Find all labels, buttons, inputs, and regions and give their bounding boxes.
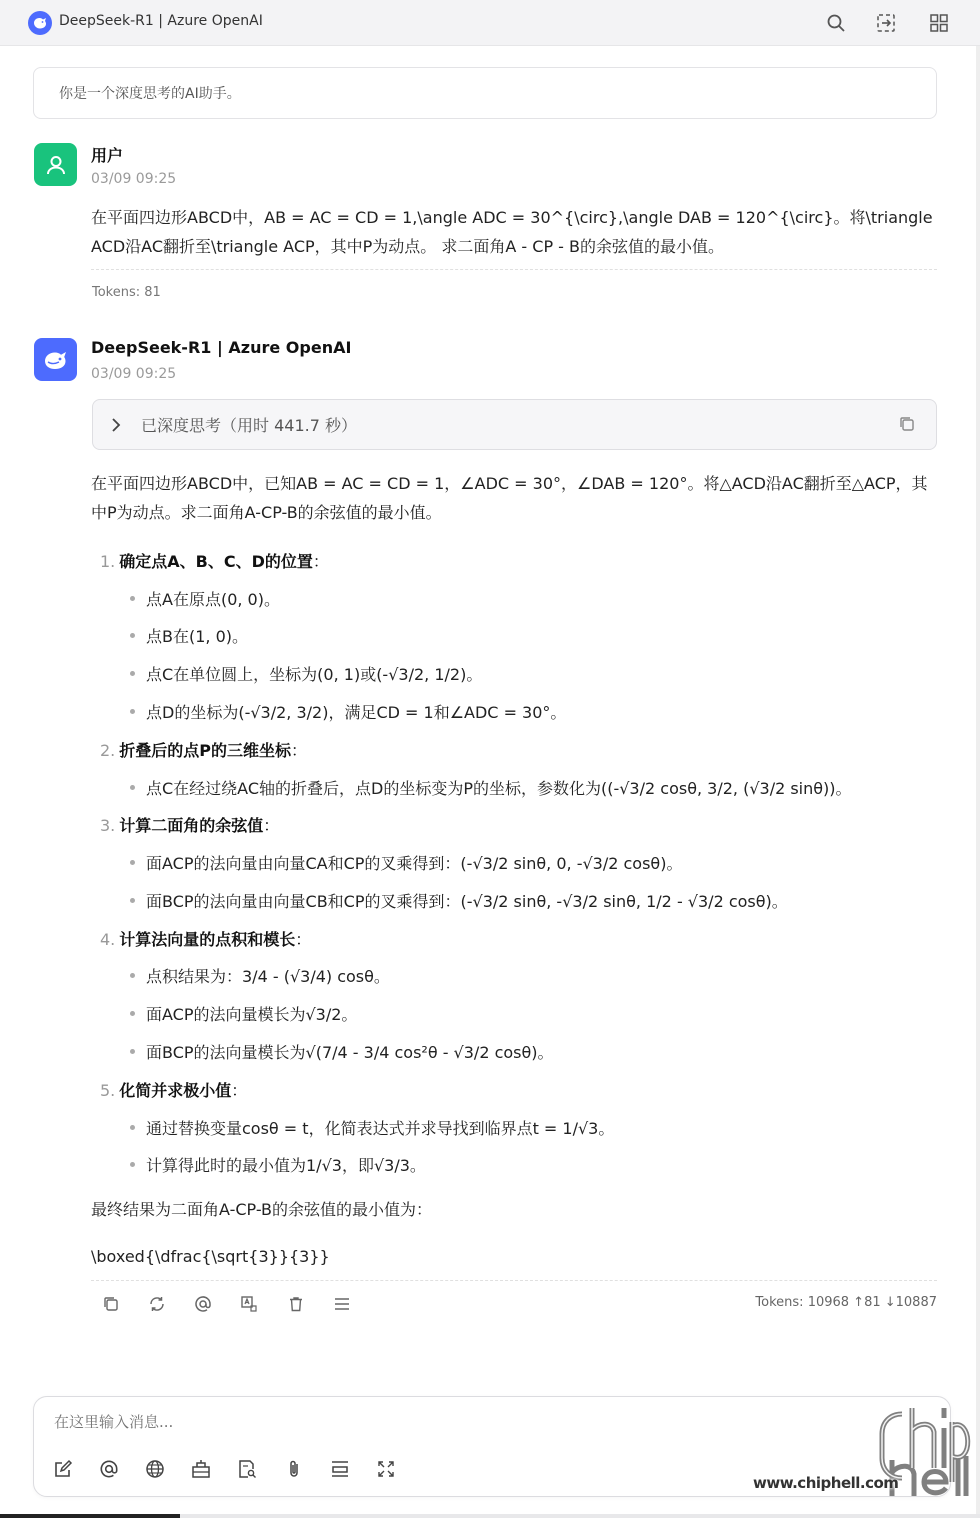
scrollbar[interactable]	[976, 46, 980, 1518]
topic-list-icon[interactable]	[873, 10, 899, 36]
list-item-text: 面ACP的法向量模长为√3/2。	[146, 1005, 358, 1024]
step-title: 化简并求极小值	[119, 1081, 232, 1100]
watermark-site-text: www.chiphell.com	[753, 1474, 899, 1492]
list-item-text: 面BCP的法向量由向量CB和CP的叉乘得到：(-√3/2 sinθ, -√3/2 sinθ, 1/2 - √3/2 cosθ)。	[146, 892, 788, 911]
step-item: 2. 折叠后的点P的三维坐标：	[100, 741, 308, 760]
window-bottom-edge	[0, 1514, 980, 1518]
list-item-text: 点C在经过绕AC轴的折叠后，点D的坐标变为P的坐标，参数化为((-√3/2 cosθ, 3/2, (√3/2 sinθ))。	[146, 779, 852, 798]
step-number: 2.	[100, 741, 116, 760]
step-item: 1. 确定点A、B、C、D的位置：	[100, 552, 329, 571]
attachment-icon[interactable]	[283, 1458, 305, 1480]
ai-sender-name: DeepSeek-R1 | Azure OpenAI	[91, 338, 352, 357]
list-item	[130, 776, 852, 799]
list-item-text: 通过替换变量cosθ = t，化简表达式并求导找到临界点t = 1/√3。	[146, 1119, 615, 1138]
file-search-icon[interactable]	[236, 1458, 258, 1480]
list-item-text: 点B在(1, 0)。	[146, 627, 248, 646]
list-item-text: 点积结果为：3/4 - (√3/4) cosθ。	[146, 967, 390, 986]
search-icon[interactable]	[823, 10, 849, 36]
step-number: 4.	[100, 930, 116, 949]
user-sender-name: 用户	[91, 146, 124, 165]
user-message-text: 在平面四边形ABCD中，AB = AC = CD = 1,\angle ADC = 30^{\circ},\angle DAB = 120^{\circ}。将\triangle ACD沿AC翻折至\triangle ACP，其中P为动点。 求二面角A - CP - B的余弦值的最小值。	[91, 208, 933, 256]
list-item	[130, 1002, 357, 1025]
divider	[91, 269, 937, 270]
deepseek-avatar-icon	[34, 338, 77, 381]
ai-message-time: 03/09 09:25	[91, 366, 177, 382]
grid-apps-icon[interactable]	[926, 10, 952, 36]
new-topic-icon[interactable]	[52, 1458, 74, 1480]
user-token-count: Tokens: 81	[92, 285, 161, 300]
translate-icon[interactable]	[238, 1293, 260, 1315]
list-item-text: 点D的坐标为(-√3/2, 3/2)，满足CD = 1和∠ADC = 30°。	[146, 703, 567, 722]
list-item-text: 面BCP的法向量模长为√(7/4 - 3/4 cos²θ - √3/2 cosθ)。	[146, 1043, 554, 1062]
list-item	[130, 1040, 554, 1063]
user-message-time: 03/09 09:25	[91, 171, 177, 187]
list-item-text: 点C在单位圆上，坐标为(0, 1)或(-√3/2, 1/2)。	[146, 665, 483, 684]
clear-context-icon[interactable]	[329, 1458, 351, 1480]
list-item	[130, 624, 248, 647]
step-title: 确定点A、B、C、D的位置	[119, 552, 313, 571]
step-item: 4. 计算法向量的点积和模长：	[100, 930, 312, 949]
step-title: 计算二面角的余弦值	[119, 816, 264, 835]
knowledge-base-icon[interactable]	[190, 1458, 212, 1480]
list-item	[130, 1153, 426, 1176]
step-number: 5.	[100, 1081, 116, 1100]
list-item-text: 面ACP的法向量由向量CA和CP的叉乘得到：(-√3/2 sinθ, 0, -√3/2 cosθ)。	[146, 854, 683, 873]
thinking-label: 已深度思考（用时 441.7 秒）	[141, 416, 357, 435]
menu-icon[interactable]	[331, 1293, 353, 1315]
list-item	[130, 1116, 614, 1139]
title-bar	[0, 0, 980, 46]
list-item-text: 点A在原点(0, 0)。	[146, 590, 280, 609]
delete-icon[interactable]	[285, 1293, 307, 1315]
regenerate-icon[interactable]	[146, 1293, 168, 1315]
system-prompt-box[interactable]	[33, 67, 937, 119]
chevron-right-icon	[111, 418, 125, 432]
expand-icon[interactable]	[375, 1458, 397, 1480]
divider	[91, 1280, 937, 1281]
list-item	[130, 964, 390, 987]
list-item-text: 计算得此时的最小值为1/√3，即√3/3。	[146, 1156, 426, 1175]
list-item	[130, 889, 788, 912]
step-number: 1.	[100, 552, 116, 571]
ai-conclusion-text: 最终结果为二面角A-CP-B的余弦值的最小值为：	[91, 1200, 433, 1219]
copy-icon[interactable]	[898, 415, 916, 437]
list-item	[130, 587, 280, 610]
list-item	[130, 851, 682, 874]
thinking-toggle[interactable]	[92, 399, 937, 450]
mention-icon[interactable]	[98, 1458, 120, 1480]
step-title: 计算法向量的点积和模长	[119, 930, 296, 949]
copy-icon[interactable]	[100, 1293, 122, 1315]
system-prompt-text: 你是一个深度思考的AI助手。	[59, 86, 241, 102]
step-number: 3.	[100, 816, 116, 835]
step-item: 5. 化简并求极小值：	[100, 1081, 248, 1100]
list-item	[130, 700, 566, 723]
ai-answer-text: \boxed{\dfrac{\sqrt{3}}{3}}	[91, 1247, 330, 1266]
user-avatar-icon	[34, 143, 77, 186]
window-title: DeepSeek-R1 | Azure OpenAI	[59, 13, 263, 29]
step-title: 折叠后的点P的三维坐标	[119, 741, 291, 760]
globe-icon[interactable]	[144, 1458, 166, 1480]
deepseek-logo-icon	[28, 11, 52, 35]
mention-icon[interactable]	[192, 1293, 214, 1315]
ai-token-stats: Tokens: 10968 ↑81 ↓10887	[755, 1295, 937, 1310]
step-item: 3. 计算二面角的余弦值：	[100, 816, 280, 835]
list-item	[130, 662, 482, 685]
ai-intro-text: 在平面四边形ABCD中，已知AB = AC = CD = 1，∠ADC = 30°，∠DAB = 120°。将△ACD沿AC翻折至△ACP，其中P为动点。求二面角A-CP-B的余弦值的最小值。	[91, 474, 928, 522]
